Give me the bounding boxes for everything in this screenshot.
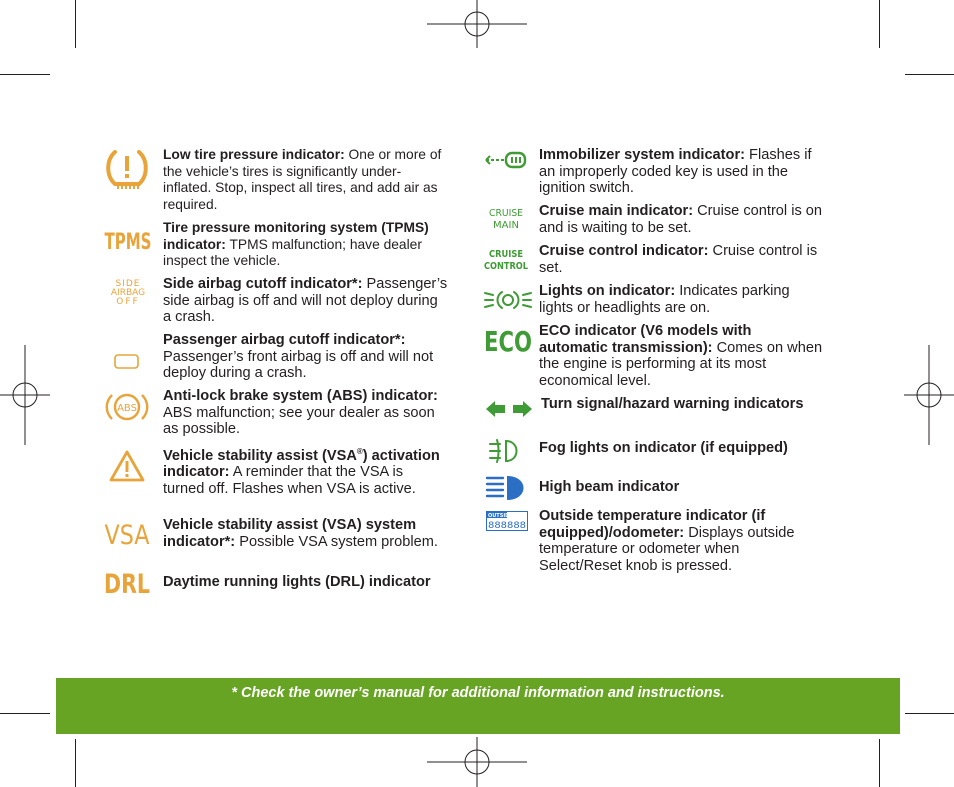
drl-icon-text: DRL	[104, 569, 150, 600]
fog-lights-icon	[488, 438, 524, 464]
outside-temperature-entry	[539, 508, 824, 574]
outside-label-text: OUTSIDE	[488, 513, 513, 519]
registration-mark	[0, 345, 50, 445]
entry-title-part: ) activation indicator:	[163, 447, 440, 481]
drl-entry	[163, 574, 448, 591]
eco-icon	[483, 323, 533, 358]
entry-body: Comes on when the engine is performing at its most economical level.	[539, 339, 823, 389]
entry-body: Displays outside temperature or odometer when Select/Reset knob is pressed.	[539, 524, 795, 574]
entry-title: High beam indicator	[539, 479, 680, 495]
cruise-control-icon-line: CONTROL	[484, 261, 529, 272]
cruise-control-entry	[539, 243, 824, 276]
registration-mark	[427, 737, 527, 787]
vsa-system-entry	[163, 517, 453, 550]
high-beam-entry	[539, 479, 824, 496]
vsa-icon-text: VSA	[104, 520, 150, 551]
entry-title: Side airbag cutoff indicator*:	[163, 276, 363, 292]
cruise-main-icon	[486, 205, 526, 231]
entry-title: Cruise main indicator:	[539, 203, 694, 219]
passenger-airbag-off-icon	[114, 353, 140, 371]
cruise-main-entry	[539, 203, 824, 236]
entry-body: A reminder that the VSA is turned off. Flashes when VSA is active.	[163, 464, 416, 498]
tpms-icon	[103, 224, 153, 254]
drl-icon	[103, 567, 151, 600]
cruise-control-icon	[483, 246, 529, 272]
crop-mark	[75, 739, 76, 787]
crop-mark	[879, 739, 880, 787]
registration-mark	[427, 0, 527, 50]
entry-body: Passenger’s front airbag is off and will not deploy during a crash.	[163, 348, 434, 382]
entry-title: Vehicle stability assist (VSA) system indicator*:	[163, 517, 417, 550]
crop-mark	[879, 0, 880, 48]
lights-on-entry	[539, 283, 824, 316]
crop-mark	[75, 0, 76, 48]
crop-mark	[905, 713, 954, 714]
immobilizer-key-icon	[484, 150, 528, 170]
side-airbag-icon-line: OFF	[116, 297, 140, 307]
footer-band	[56, 678, 900, 734]
entry-body: Cruise control is on and is waiting to be set.	[539, 203, 823, 236]
outside-temperature-display-icon	[486, 511, 528, 531]
low-tire-pressure-icon	[104, 148, 150, 190]
side-airbag-off-icon	[104, 278, 152, 308]
fog-lights-entry	[539, 440, 824, 457]
entry-body: Possible VSA system problem.	[235, 533, 438, 550]
turn-signal-arrows-icon	[485, 399, 533, 419]
side-airbag-entry	[163, 276, 448, 326]
entry-title: Fog lights on indicator (if equipped)	[539, 440, 788, 456]
tpms-icon-text: TPMS	[104, 230, 152, 255]
entry-body: TPMS malfunction; have dealer inspect the vehicle.	[163, 236, 422, 269]
low-tire-pressure-entry	[163, 147, 448, 213]
cruise-control-icon-line: CRUISE	[489, 249, 524, 260]
cruise-main-icon-line: MAIN	[493, 220, 519, 231]
turn-signal-entry	[541, 396, 826, 413]
vsa-activation-warning-icon	[108, 449, 146, 483]
crop-mark	[0, 713, 50, 714]
immobilizer-entry	[539, 147, 824, 197]
cruise-main-icon-line: CRUISE	[489, 208, 523, 219]
entry-body: Flashes if an improperly coded key is used in the ignition switch.	[539, 147, 812, 197]
entry-title: ECO indicator (V6 models with automatic transmission):	[539, 323, 752, 356]
vsa-activation-entry	[163, 444, 448, 498]
entry-title: Low tire pressure indicator:	[163, 147, 345, 162]
entry-title: Outside temperature indicator (if equipped)/odometer:	[539, 508, 766, 541]
eco-icon-text: ECO	[484, 325, 532, 358]
passenger-airbag-entry	[163, 332, 448, 382]
entry-title: Passenger airbag cutoff indicator*:	[163, 332, 406, 348]
entry-body: Passenger’s side airbag is off and will not deploy during a crash.	[163, 276, 448, 326]
tpms-entry	[163, 220, 448, 270]
abs-icon	[104, 389, 150, 425]
eco-entry	[539, 323, 824, 389]
side-airbag-icon-line: AIRBAG	[110, 288, 146, 298]
registration-mark	[904, 345, 954, 445]
entry-title: Anti-lock brake system (ABS) indicator:	[163, 388, 438, 404]
odometer-digits-text: 888888	[488, 521, 526, 531]
lights-on-icon	[483, 289, 533, 311]
entry-body: Indicates parking lights or headlights are on.	[539, 283, 790, 316]
entry-title: Turn signal/hazard warning indicators	[541, 396, 804, 412]
entry-title: Daytime running lights (DRL) indicator	[163, 574, 431, 590]
entry-title-part: Vehicle stability assist (VSA	[163, 447, 357, 464]
crop-mark	[0, 74, 50, 75]
entry-body: One or more of the vehicle’s tires is significantly under-inflated. Stop, inspect all tires, and add air as required.	[163, 147, 442, 212]
entry-body: ABS malfunction; see your dealer as soon as possible.	[163, 404, 435, 438]
entry-body: Cruise control is set.	[539, 243, 818, 276]
high-beam-icon	[485, 475, 529, 501]
entry-title: Lights on indicator:	[539, 283, 676, 299]
footer-note: * Check the owner’s manual for additional information and instructions.	[231, 685, 725, 701]
abs-entry	[163, 388, 448, 438]
registered-mark: ®	[356, 447, 363, 456]
entry-title: Cruise control indicator:	[539, 243, 709, 259]
entry-title: Immobilizer system indicator:	[539, 147, 745, 163]
entry-title: Tire pressure monitoring system (TPMS) indicator:	[163, 220, 429, 252]
abs-icon-text: ABS	[117, 403, 137, 414]
vsa-icon	[104, 517, 150, 549]
side-airbag-icon-line: SIDE	[115, 279, 141, 289]
crop-mark	[905, 74, 954, 75]
